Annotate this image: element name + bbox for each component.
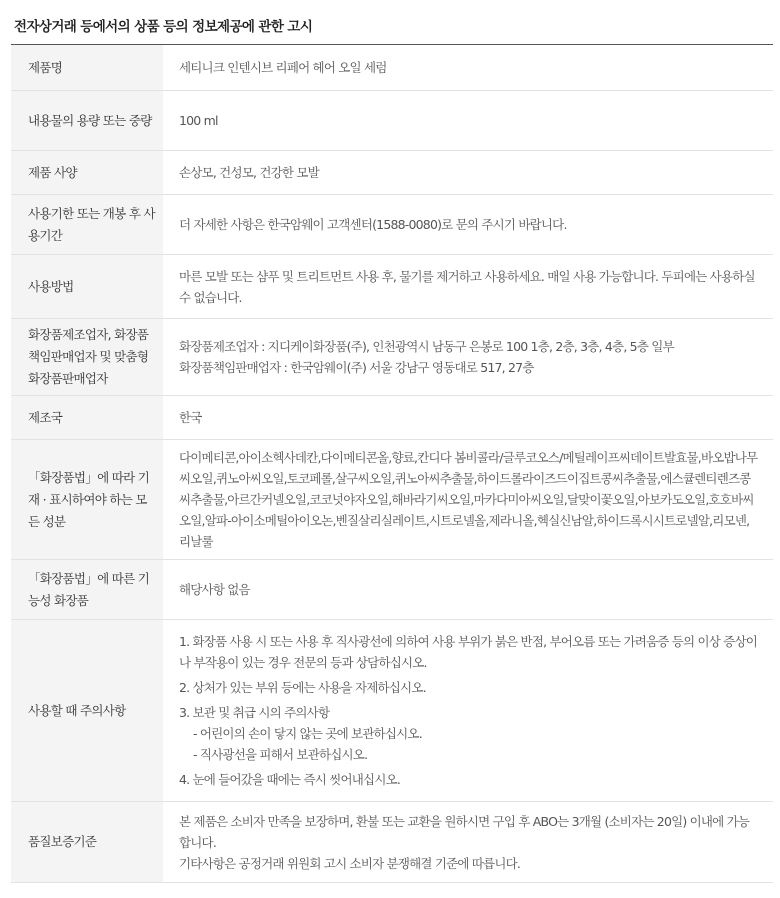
table-row (11, 255, 773, 319)
row-label: 사용할 때 주의사항 (11, 620, 163, 801)
value-line: 기타사항은 공정거래 위원회 고시 소비자 분쟁해결 기준에 따릅니다. (179, 855, 521, 871)
value-line: - 직사광선을 피해서 보관하십시오. (193, 747, 368, 762)
row-label: 「화장품법」에 따른 기능성 화장품 (11, 560, 163, 619)
row-value (163, 440, 773, 559)
value-line: 1. 화장품 사용 시 또는 사용 후 직사광선에 의하여 사용 부위가 붉은 반점, 부어오름 또는 가려움증 등의 이상 증상이나 부작용이 있는 경우 전문의 등과 상담하십시오. (179, 634, 757, 670)
value-line: 화장품책임판매업자 : 한국암웨이(주) 서울 강남구 영동대로 517, 27층 (179, 360, 534, 375)
row-value (163, 45, 773, 90)
row-label: 사용방법 (11, 255, 163, 318)
value-line: 100 ml (179, 113, 218, 128)
table-row (11, 151, 773, 195)
row-value (163, 151, 773, 194)
row-value (163, 319, 773, 395)
table-row (11, 620, 773, 802)
table-row (11, 319, 773, 396)
row-label: 사용기한 또는 개봉 후 사용기간 (11, 195, 163, 254)
value-line: 화장품제조업자 : 지디케이화장품(주), 인천광역시 남동구 은봉로 100 1층, 2층, 3층, 4층, 5층 일부 (179, 339, 674, 354)
row-value (163, 255, 773, 318)
value-line: 본 제품은 소비자 만족을 보장하며, 환불 또는 교환을 원하시면 구입 후 ABO는 3개월 (소비자는 20일) 이내에 가능합니다. (179, 813, 750, 850)
table-row (11, 440, 773, 560)
value-line: 한국 (179, 410, 202, 425)
row-value (163, 802, 773, 882)
row-label: 품질보증기준 (11, 802, 163, 882)
value-line: 마른 모발 또는 샴푸 및 트리트먼트 사용 후, 물기를 제거하고 사용하세요. 매일 사용 가능합니다. 두피에는 사용하실 수 없습니다. (179, 268, 755, 305)
row-label: 내용물의 용량 또는 중량 (11, 91, 163, 150)
table-row (11, 195, 773, 255)
row-value (163, 195, 773, 254)
value-line: 4. 눈에 들어갔을 때에는 즉시 씻어내십시오. (179, 772, 401, 787)
row-value (163, 91, 773, 150)
value-line: 다이메티콘,아이소헥사데칸,다이메티콘올,향료,칸디다 봄비콜라/글루코오스/메틸레이프씨데이트발효물,바오밥나무씨오일,퀴노아씨오일,토코페롤,살구씨오일,퀴노아씨추출물,하이드롤라이즈드이집트콩씨추출물,에스큘렌티렌즈콩씨추출물,아르간커넬오일,코코넛야자오일,해바라기씨오일,마카다미아씨오일,달맞이꽃오일,아보카도오일,호호바씨오일,알파-아이소메틸아이오논,벤질살리실레이트,시트로넬올,제라니올,헥실신남알,하이드록시시트로넬알,리모넨,리날룰 (179, 450, 758, 549)
info-table (11, 44, 773, 883)
row-label: 「화장품법」에 따라 기재 · 표시하여야 하는 모든 성분 (11, 440, 163, 559)
table-row (11, 396, 773, 440)
table-row (11, 45, 773, 91)
row-value (163, 560, 773, 619)
row-value (163, 620, 773, 801)
row-label: 제품 사양 (11, 151, 163, 194)
value-line: 해당사항 없음 (179, 582, 250, 597)
value-line: 손상모, 건성모, 건강한 모발 (179, 165, 319, 180)
row-value (163, 396, 773, 439)
table-row (11, 91, 773, 151)
table-row (11, 560, 773, 620)
row-label: 제품명 (11, 45, 163, 90)
value-line: 2. 상처가 있는 부위 등에는 사용을 자제하십시오. (179, 680, 426, 695)
table-row (11, 802, 773, 883)
value-line: 3. 보관 및 취급 시의 주의사항 (179, 705, 330, 720)
value-line: - 어린이의 손이 닿지 않는 곳에 보관하십시오. (193, 726, 422, 741)
value-line: 더 자세한 사항은 한국암웨이 고객센터(1588-0080)로 문의 주시기 바랍니다. (179, 217, 567, 232)
row-label: 화장품제조업자, 화장품책임판매업자 및 맞춤형화장품판매업자 (11, 319, 163, 395)
section-title: 전자상거래 등에서의 상품 등의 정보제공에 관한 고시 (14, 19, 313, 35)
value-line: 세티니크 인텐시브 리페어 헤어 오일 세럼 (179, 60, 387, 75)
row-label: 제조국 (11, 396, 163, 439)
